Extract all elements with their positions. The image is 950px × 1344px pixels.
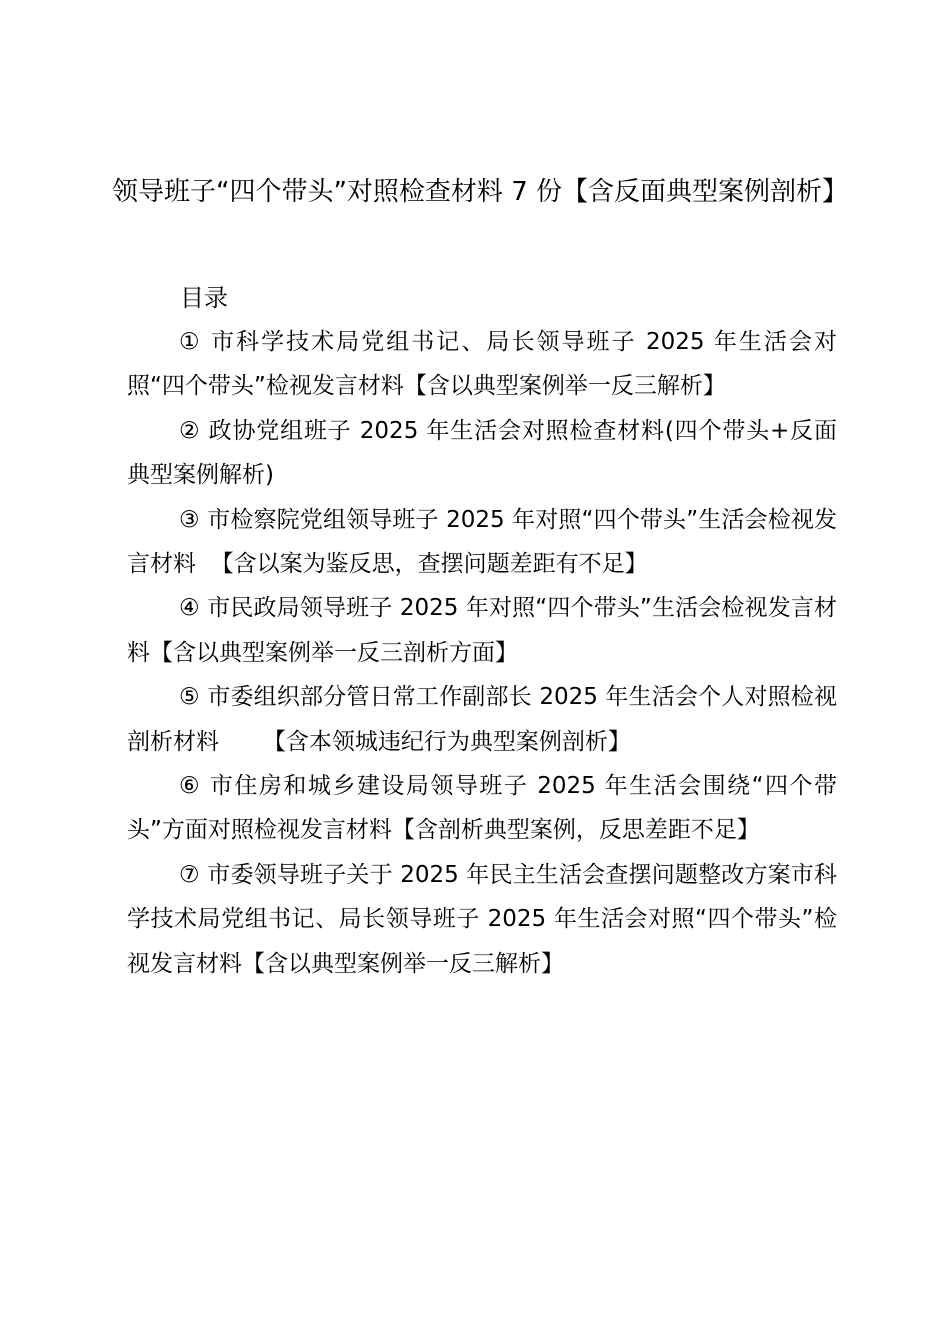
- toc-item-4: ④ 市民政局领导班子 2025 年对照“四个带头”生活会检视发言材料【含以典型案例举一反三剖析方面】: [127, 595, 837, 666]
- toc-item-7: ⑦ 市委领导班子关于 2025 年民主生活会查摆问题整改方案市科学技术局党组书记、局长领导班子 2025 年生活会对照“四个带头”检视发言材料【含以典型案例举一反三解析】: [127, 861, 837, 977]
- toc-heading: 目录: [180, 284, 228, 312]
- toc-list: [127, 320, 837, 986]
- toc-item-2: ② 政协党组班子 2025 年生活会对照检查材料(四个带头+反面典型案例解析): [127, 417, 837, 489]
- document-title: 领导班子“四个带头”对照检查材料 7 份【含反面典型案例剖析】: [111, 177, 848, 207]
- toc-item-6: ⑥ 市住房和城乡建设局领导班子 2025 年生活会围绕“四个带头”方面对照检视发言材料【含剖析典型案例，反思差距不足】: [127, 773, 837, 844]
- toc-item-5: ⑤ 市委组织部分管日常工作副部长 2025 年生活会个人对照检视剖析材料 【含本领城违纪行为典型案例剖析】: [127, 684, 837, 755]
- toc-item-3: ③ 市检察院党组领导班子 2025 年对照“四个带头”生活会检视发言材料 【含以案为鉴反思，查摆问题差距有不足】: [127, 506, 837, 578]
- toc-item-1: ① 市科学技术局党组书记、局长领导班子 2025 年生活会对照“四个带头”检视发言材料【含以典型案例举一反三解析】: [127, 329, 837, 400]
